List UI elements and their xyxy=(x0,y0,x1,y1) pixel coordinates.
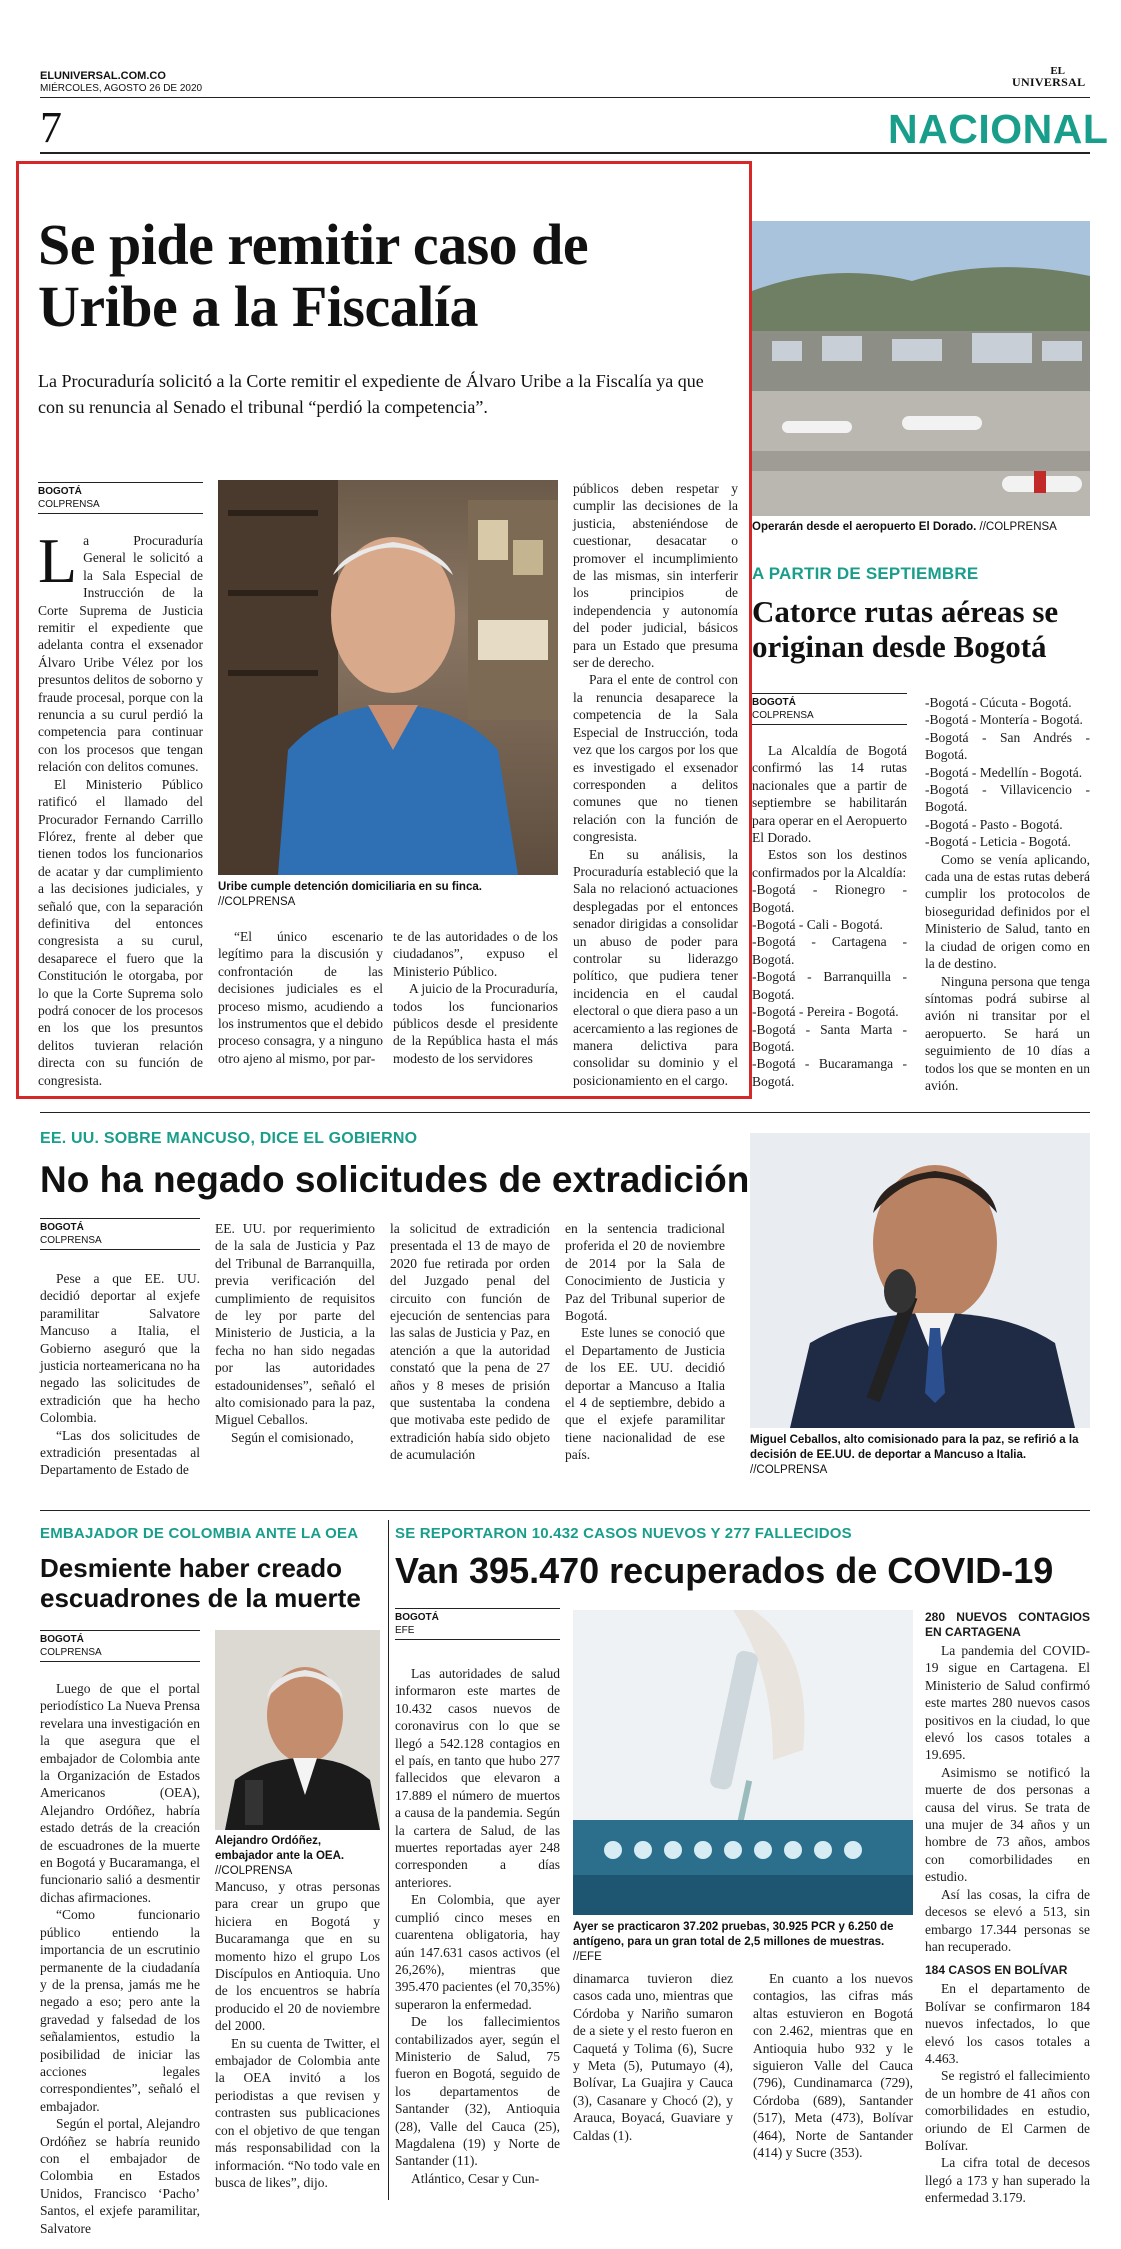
story1-col1-p1: a Procuraduría General le solicitó a la Sala Especial de Instrucción de la Corte Suprema de Justicia remitir el expediente que adelanta contra el exsenador Álvaro Uribe Vélez por los presuntos delitos de soborno y fraude procesal, porque con la renuncia a su curul perdió la competencia para continuar con los procesos que tengan relación con delitos comunes. xyxy=(38,533,203,775)
routes-list-b xyxy=(925,694,1090,851)
story1-col4 xyxy=(573,480,738,1088)
story2-p1: La Alcaldía de Bogotá confirmó las 14 rutas nacionales que a partir de septiembre se habilitarán para operar en el Aeropuerto El Dorado. xyxy=(752,743,907,846)
story3-col2 xyxy=(215,1220,375,1470)
story2-p4: Ninguna persona que tenga síntomas podrá subirse al avión ni transitar por el aeropuerto. Se hará un seguimiento de 10 días a todos los que se monten en un avión. xyxy=(925,973,1090,1093)
story1-col3-p2: A juicio de la Procuraduría, todos los funcionarios públicos desde el presidente de la República hasta el más modesto de los servidores xyxy=(393,981,558,1066)
story5-headline: Van 395.470 recuperados de COVID-19 xyxy=(395,1550,1054,1591)
story5-col3 xyxy=(753,1970,913,2200)
story4-byline xyxy=(40,1630,200,1662)
story2-byline xyxy=(752,693,907,725)
story5-c1p1: Las autoridades de salud informaron este martes de 10.432 casos nuevos de coronavirus con lo que se llegó a 542.128 contagios en el país, en tanto que hubo 277 fallecidos que elevaron a 17.889 el número de muertos a causa de la pandemia. Según la cartera de Salud, de las muertes reportadas ayer 248 corresponden a días anteriores. xyxy=(395,1666,560,1890)
route-item: -Bogotá - Santa Marta - Bogotá. xyxy=(752,1021,907,1054)
story3-col4 xyxy=(565,1220,725,1470)
story5-kicker: SE REPORTARON 10.432 CASOS NUEVOS Y 277 FALLECIDOS xyxy=(395,1525,852,1542)
uribe-photo xyxy=(218,480,558,875)
story3-c3p1: la solicitud de extradición presentada el 13 de mayo de 2020 fue retirada por orden del Juzgado penal del circuito con función de ejecución de sentencias para las salas de Justicia y Paz, en atención a que la autoridad constató que la pena de 27 años y 8 meses de prisión que sustentaba la condena que motivaba este pedido de extradición había sido objeto de acumulación xyxy=(390,1221,550,1463)
edition-date: MIÉRCOLES, AGOSTO 26 DE 2020 xyxy=(40,83,203,94)
route-item: -Bogotá - Rionegro - Bogotá. xyxy=(752,882,907,915)
story3-byline-agency: COLPRENSA xyxy=(40,1235,102,1246)
page-number: 7 xyxy=(40,103,62,152)
story3-caption-credit: //COLPRENSA xyxy=(750,1464,828,1476)
story3-col3 xyxy=(390,1220,550,1470)
story2-photo-caption-text: Operarán desde el aeropuerto El Dorado. xyxy=(752,521,977,533)
vertical-divider xyxy=(388,1520,389,2200)
story2-col2 xyxy=(925,694,1090,1093)
masthead-rule xyxy=(40,97,1090,98)
ceballos-photo xyxy=(750,1133,1090,1428)
story1-col1 xyxy=(38,525,203,1088)
story2-photo-caption-credit: //COLPRENSA xyxy=(979,521,1057,533)
route-item: -Bogotá - Pereira - Bogotá. xyxy=(752,1004,899,1020)
story3-byline xyxy=(40,1218,200,1250)
story2-col1 xyxy=(752,742,907,1087)
story4-headline: Desmiente haber creado escuadrones de la muerte xyxy=(40,1553,361,1613)
story3-caption xyxy=(750,1433,1090,1478)
story1-caption-text: Uribe cumple detención domiciliaria en su finca. xyxy=(218,881,482,893)
route-item: -Bogotá - Barranquilla - Bogotá. xyxy=(752,969,907,1002)
ordonez-photo xyxy=(215,1630,380,1830)
story4-c1p3: Según el portal, Alejandro Ordóñez se habría reunido con el embajador de Colombia en Estados Unidos, Francisco ‘Pacho’ Santos, el exjefe paramilitar, Salvatore xyxy=(40,2116,200,2236)
story3-c4p2: Este lunes se conoció que el Departamento de Justicia de los EE. UU. decidió deportar a Mancuso a Italia el 4 de septiembre, debido a que el exjefe paramilitar tiene nacionalidad de ese país. xyxy=(565,1325,725,1463)
logo xyxy=(1012,65,1086,89)
logo-bottom: UNIVERSAL xyxy=(1012,75,1086,89)
story2-p2: Estos son los destinos confirmados por la Alcaldía: xyxy=(752,847,907,880)
story3-kicker: EE. UU. SOBRE MANCUSO, DICE EL GOBIERNO xyxy=(40,1130,418,1147)
story5-byline xyxy=(395,1608,560,1640)
story1-dek: La Procuraduría solicitó a la Corte remitir el expediente de Álvaro Uribe a la Fiscalía ya que con su renuncia al Senado el tribunal “perdió la competencia”. xyxy=(38,371,704,417)
byline-place: BOGOTÁ xyxy=(38,486,82,497)
story3-c4p1: en la sentencia tradicional proferida el 20 de noviembre de 2014 por la Sala de Conocimiento de Justicia y Paz del Tribunal superior de Bogotá. xyxy=(565,1221,725,1324)
route-item: -Bogotá - Cúcuta - Bogotá. xyxy=(925,695,1072,710)
story2-byline-place: BOGOTÁ xyxy=(752,697,796,708)
route-item: -Bogotá - Cali - Bogotá. xyxy=(752,917,883,933)
side1-p1: La pandemia del COVID-19 sigue en Cartagena. El Ministerio de Salud confirmó este martes 280 nuevos casos positivos en la ciudad, lo que elevó los casos totales a 19.695. xyxy=(925,1643,1090,1763)
story4-c2p2: En su cuenta de Twitter, el embajador de Colombia ante la OEA invitó a los periodistas a que revisen y contrasten sus publicaciones con el objetivo de que tengan más responsabilidad con la información. “No todo vale en busca de likes”, dijo. xyxy=(215,2035,380,2190)
story1-col4-p1: públicos deben respetar y cumplir las decisiones de la justicia, absteniéndose de cuestionar, desacatar o promover el incumplimiento de las mismas, sin interferir los principios de independencia y autonomía del poder judicial, básicos para un Estado que presuma ser de derecho. xyxy=(573,481,738,671)
story1-col2 xyxy=(218,928,383,1078)
story2-headline: Catorce rutas aéreas se originan desde Bogotá xyxy=(752,594,1059,664)
divider-1 xyxy=(40,1112,1090,1113)
side2-p2: Se registró el fallecimiento de un hombre de 41 años con comorbilidades en estudio, oriundo de El Carmen de Bolívar. xyxy=(925,2068,1090,2153)
route-item: -Bogotá - Villavicencio - Bogotá. xyxy=(925,782,1090,815)
site-url: ELUNIVERSAL.COM.CO xyxy=(40,70,166,82)
routes-list-a xyxy=(752,881,907,1090)
route-item: -Bogotá - Pasto - Bogotá. xyxy=(925,816,1063,832)
story1-col4-p3: En su análisis, la Procuraduría estableció que la Sala no relacionó actuaciones desplegadas por el entonces senador dirigidas a consolidar un abuso de poder para controlar su liderazgo político, que pudiera tener incidencia en el caudal electoral o que diera paso a un acercamiento a las regiones de manera delictiva para consolidar su dominio y el posicionamiento en el cargo. xyxy=(573,846,738,1088)
story4-caption-text: Alejandro Ordóñez, embajador ante la OEA. xyxy=(215,1835,345,1862)
route-item: -Bogotá - San Andrés - Bogotá. xyxy=(925,729,1090,763)
story2-byline-agency: COLPRENSA xyxy=(752,710,814,721)
story4-caption-credit: //COLPRENSA xyxy=(215,1865,293,1877)
route-item: -Bogotá - Leticia - Bogotá. xyxy=(925,834,1071,850)
story3-c2p1: EE. UU. por requerimiento de la sala de Justicia y Paz del Tribunal de Barranquilla, previa verificación del cumplimiento de requisitos de ley por parte del Ministerio de Justicia, a la fecha no han sido negadas por las autoridades estadounidenses”, señaló el alto comisionado para la paz, Miguel Ceballos. xyxy=(215,1221,375,1428)
side2-p1: En el departamento de Bolívar se confirmaron 184 nuevos infectados, lo que elevó los casos totales a 4.463. xyxy=(925,1981,1090,2066)
story5-caption-text: Ayer se practicaron 37.202 pruebas, 30.925 PCR y 6.250 de antígeno, para un gran total de 2,5 millones de muestras. xyxy=(573,1921,894,1948)
section-rule xyxy=(40,152,1090,154)
story1-col2-p1: “El único escenario legítimo para la discusión y confrontación de las decisiones judiciales es el proceso mismo, acudiendo a los instrumentos que el debido proceso consagra, y a ninguno otro ajeno al mismo, por par- xyxy=(218,929,383,1066)
story1-byline xyxy=(38,482,203,514)
side1-p2: Asimismo se notificó la muerte de dos personas a causa del virus. Se trata de una mujer de 34 años y un hombre de 73 años, ambos con comorbilidades en estudio. xyxy=(925,1764,1090,1885)
story3-caption-text: Miguel Ceballos, alto comisionado para la paz, se refirió a la decisión de EE.UU. de deportar a Mancuso a Italia. xyxy=(750,1434,1079,1461)
lab-pipette-photo xyxy=(573,1610,913,1915)
story1-col1-p2: El Ministerio Público ratificó el llamado del Procurador Fernando Carrillo Flórez, frente al deber que tienen todos los funcionarios de acatar y dar cumplimiento a las decisiones judiciales, y señaló que, con la separación definitiva del entonces congresista a su curul, desaparece el fuero que la Constitución le otorgaba, por lo que la Corte Suprema solo podrá conocer de los procesos en los que los presuntos delitos tuvieran relación directa con su función de congresista. xyxy=(38,776,203,1088)
side2-title: 184 CASOS EN BOLÍVAR xyxy=(925,1963,1068,1978)
story3-c1p2: “Las dos solicitudes de extradición presentadas al Departamento de Estado de xyxy=(40,1427,200,1478)
story1-caption xyxy=(218,880,558,910)
story5-c3p1: En cuanto a los nuevos contagios, las cifras más altas estuvieron en Bogotá con 2.462, mientras que en Antioquia hubo 932 y le siguieron Valle del Cauca (796), Cundinamarca (729), Córdoba (689), Santander (517), Meta (473), Bolívar (464), Norte de Santander (414) y Sucre (353). xyxy=(753,1971,913,2161)
story5-col1 xyxy=(395,1665,560,2200)
story4-col1 xyxy=(40,1680,200,2236)
story4-c1p1: Luego de que el portal periodístico La Nueva Prensa revelara una investigación en la que asegura que el embajador de Colombia ante la Organización de Estados Americanos (OEA), Alejandro Ordóñez, habría estado detrás de la creación de escuadrones de la muerte en Bogotá y Bucaramanga, el funcionario salió a desmentir dichas afirmaciones. xyxy=(40,1681,200,1905)
divider-2 xyxy=(40,1510,1090,1511)
story4-c2p1: Mancuso, y otras personas para crear un grupo que hiciera en Bogotá y Bucaramanga que en su momento hizo el grupo Los Discípulos en Antioquia. Uno de los encuentros se habría producido el 20 de noviembre del 2000. xyxy=(215,1879,380,2034)
story5-byline-place: BOGOTÁ xyxy=(395,1612,439,1623)
lab-illustration xyxy=(573,1610,913,1915)
story4-byline-place: BOGOTÁ xyxy=(40,1634,84,1645)
story5-c1p3: De los fallecimientos contabilizados ayer, según el Ministerio de Salud, 75 fueron en Bogotá, seguido de los departamentos de Santander (32), Antioquia (28), Valle del Cauca (25), Magdalena (19) y Norte de Santander (11). xyxy=(395,2014,560,2169)
story4-col2 xyxy=(215,1878,380,2198)
story1-headline: Se pide remitir caso de Uribe a la Fiscalía xyxy=(38,212,589,339)
story5-col2 xyxy=(573,1970,733,2200)
route-item: -Bogotá - Montería - Bogotá. xyxy=(925,712,1083,728)
section-name: NACIONAL xyxy=(888,106,1109,152)
logo-top: EL xyxy=(1050,65,1066,77)
route-item: -Bogotá - Medellín - Bogotá. xyxy=(925,764,1083,780)
side1-p3: Así las cosas, la cifra de decesos se elevó a 513, sin embargo 17.344 personas se han recuperado. xyxy=(925,1886,1090,1954)
story4-c1p2: “Como funcionario público entiendo la importancia de un escrutinio permanente de la ciudadanía y de la prensa, jamás me he negado a eso; pero ante la gravedad y falsedad de los señalamientos, estudio la posibilidad de iniciar las acciones legales correspondientes”, señaló el embajador. xyxy=(40,1907,200,2114)
uribe-illustration xyxy=(218,480,558,875)
story5-byline-agency: EFE xyxy=(395,1625,415,1636)
story2-p3: Como se venía aplicando, cada una de estas rutas deberá cumplir los protocolos de bioseguridad definidos por el Ministerio de Salud, tanto en la ciudad de origen como en la de destino. xyxy=(925,851,1090,972)
story1-col4-p2: Para el ente de control con la renuncia desaparece la competencia de la Sala Especial de Instrucción, toda vez que los cargos por los que es investigado el exsenador corresponden a delitos comunes que no tienen relación con la función de congresista. xyxy=(573,672,738,845)
story3-headline: No ha negado solicitudes de extradición xyxy=(40,1159,750,1200)
side2-p3: La cifra total de decesos llegó a 173 y han superado la enfermedad 3.179. xyxy=(925,2155,1090,2206)
story5-caption-credit: //EFE xyxy=(573,1951,602,1963)
story5-c2p1: dinamarca tuvieron diez casos cada uno, mientras que Córdoba y Nariño sumaron de a siete y el resto fueron en Caquetá y Tolima (6), Sucre y Meta (5), Putumayo (4), Bolívar, La Guajira y Cauca (3), Casanare y Chocó (2), y Arauca, Boyacá, Guaviare y Caldas (1). xyxy=(573,1971,733,2143)
story5-sidebar xyxy=(925,1610,1090,2206)
dropcap: L xyxy=(38,525,78,596)
story4-caption xyxy=(215,1834,380,1879)
story2-photo-caption xyxy=(752,520,1090,535)
byline-agency: COLPRENSA xyxy=(38,499,100,510)
side1-title: 280 NUEVOS CONTAGIOS EN CARTAGENA xyxy=(925,1610,1090,1639)
story1-caption-credit: //COLPRENSA xyxy=(218,896,296,908)
story5-caption xyxy=(573,1920,913,1965)
story5-c1p2: En Colombia, que ayer cumplió cinco meses en cuarentena obligatoria, hay aún 147.631 casos activos (el 26,26%), mientras que 395.470 pacientes (el 70,35%) superaron la enfermedad. xyxy=(395,1892,560,2012)
ceballos-illustration xyxy=(750,1133,1090,1428)
story1-col3 xyxy=(393,928,558,1078)
airport-photo xyxy=(752,221,1090,516)
route-item: -Bogotá - Cartagena - Bogotá. xyxy=(752,934,907,967)
route-item: -Bogotá - Bucaramanga - Bogotá. xyxy=(752,1056,907,1089)
story3-col1 xyxy=(40,1270,200,1478)
story5-c1p4: Atlántico, Cesar y Cun- xyxy=(411,2170,540,2186)
airport-illustration xyxy=(752,221,1090,516)
ordonez-illustration xyxy=(215,1630,380,1830)
story3-c2p2: Según el comisionado, xyxy=(231,1429,354,1445)
story2-kicker: A PARTIR DE SEPTIEMBRE xyxy=(752,564,979,583)
story3-byline-place: BOGOTÁ xyxy=(40,1222,84,1233)
story1-col3-p1: te de las autoridades o de los ciudadanos”, expuso el Ministerio Público. xyxy=(393,929,558,979)
story4-kicker: EMBAJADOR DE COLOMBIA ANTE LA OEA xyxy=(40,1525,359,1542)
story4-byline-agency: COLPRENSA xyxy=(40,1647,102,1658)
story3-c1p1: Pese a que EE. UU. decidió deportar al exjefe paramilitar Salvatore Mancuso a Italia, el Gobierno aseguró que la justicia norteamericana no ha negado las solicitudes de extradición que ha hecho Colombia. xyxy=(40,1271,200,1426)
